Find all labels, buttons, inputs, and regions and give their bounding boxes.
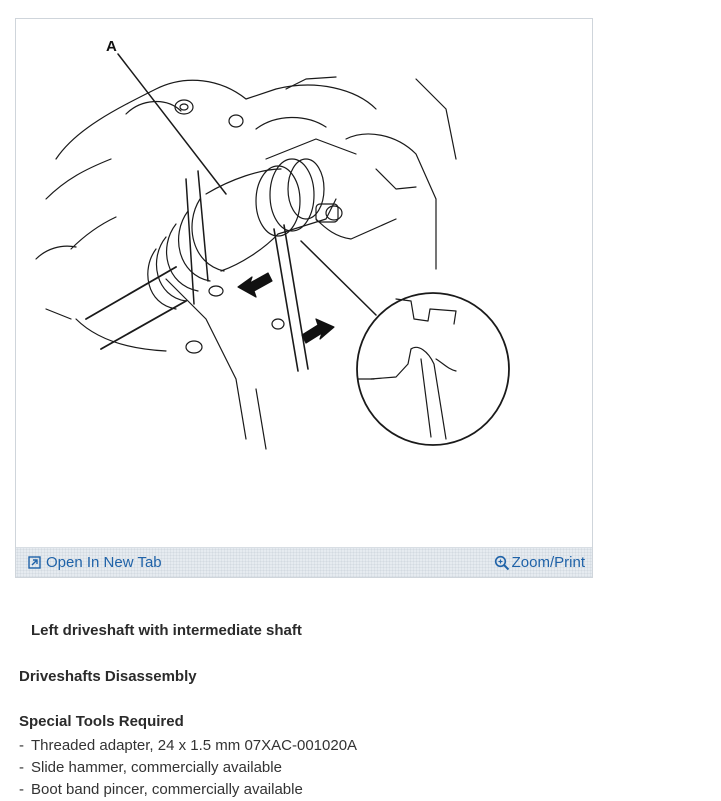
tool-item-text: Slide hammer, commercially available xyxy=(31,759,282,776)
tools-title: Special Tools Required xyxy=(19,713,184,730)
section-title: Driveshafts Disassembly xyxy=(19,668,197,685)
open-new-tab-label: Open In New Tab xyxy=(46,554,162,571)
callout-label-a: A xyxy=(106,38,117,55)
figure-card xyxy=(15,18,593,578)
figure-footer xyxy=(16,547,592,577)
list-item: - Slide hammer, commercially available xyxy=(19,759,282,776)
zoom-print-link[interactable] xyxy=(494,554,585,571)
tool-item-text: Threaded adapter, 24 x 1.5 mm 07XAC-001020A xyxy=(31,737,358,754)
list-item: - Threaded adapter, 24 x 1.5 mm 07XAC-001020A xyxy=(19,737,358,754)
list-item: - Boot band pincer, commercially available xyxy=(19,781,303,798)
zoom-print-label: Zoom/Print xyxy=(511,554,585,571)
open-in-new-tab-icon xyxy=(28,556,41,569)
driveshaft-illustration xyxy=(16,19,592,547)
figure-caption: Left driveshaft with intermediate shaft xyxy=(31,622,302,639)
tool-list xyxy=(19,735,357,801)
tool-item-text: Boot band pincer, commercially available xyxy=(31,781,303,798)
open-new-tab-link[interactable] xyxy=(28,554,162,571)
magnifier-icon xyxy=(494,555,510,571)
